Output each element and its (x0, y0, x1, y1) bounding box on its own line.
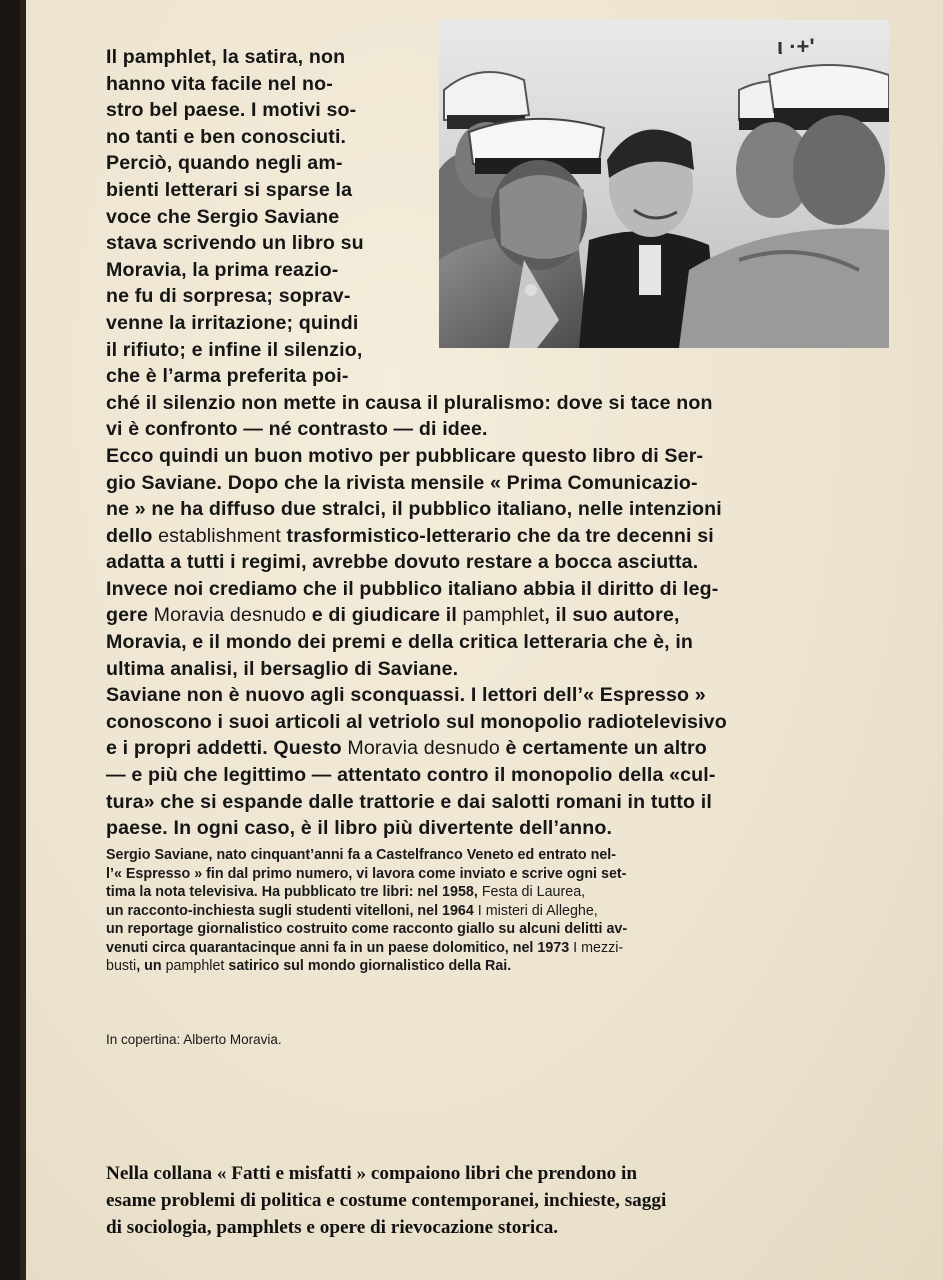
blurb-fragment: e i propri addetti. Questo (106, 737, 348, 760)
blurb-line: gio Saviane. Dopo che la rivista mensile « Prima Comunicazio- (106, 471, 698, 494)
blurb-line: ne » ne ha diffuso due stralci, il pubblico italiano, nelle intenzioni (106, 498, 722, 521)
book-title: busti (106, 958, 137, 974)
blurb-line: Moravia, e il mondo dei premi e della critica letteraria che è, in (106, 631, 694, 654)
blurb-wrapped-lines (106, 44, 436, 390)
blurb-line: Invece noi crediamo che il pubblico italiano abbia il diritto di leg- (106, 577, 719, 600)
photo-corner-marks: ι ·+' (777, 34, 815, 59)
book-title: Moravia desnudo (153, 604, 307, 627)
bio-fragment: , un (136, 958, 166, 974)
blurb-line: no tanti e ben conosciuti. (106, 125, 347, 148)
book-title: I misteri di Alleghe, (477, 902, 598, 919)
blurb-line: ne fu di sorpresa; soprav- (106, 285, 351, 308)
series-line: di sociologia, pamphlets e opere di rievocazione storica. (106, 1217, 559, 1238)
cover-credit: In copertina: Alberto Moravia. (106, 1032, 282, 1047)
blurb-line: vi è confronto — né contrasto — di idee. (106, 418, 488, 441)
blurb-line: bienti letterari si sparse la (106, 178, 353, 201)
blurb-line: ché il silenzio non mette in causa il pluralismo: dove si tace non (106, 391, 713, 414)
blurb-fragment: dello (106, 524, 159, 547)
book-title: I mezzi- (573, 939, 624, 956)
blurb-line: Ecco quindi un buon motivo per pubblicare questo libro di Ser- (106, 444, 704, 467)
blurb-line: tura» che si espande dalle trattorie e dai salotti romani in tutto il (106, 790, 712, 813)
blurb-line: stava scrivendo un libro su (106, 232, 364, 255)
blurb-fragment: trasformistico-letterario che da tre decenni si (280, 524, 714, 547)
blurb-line: voce che Sergio Saviane (106, 205, 340, 228)
series-line: Nella collana « Fatti e misfatti » compaiono libri che prendono in (106, 1163, 638, 1184)
bio-fragment: satirico sul mondo giornalistico della Rai. (224, 958, 512, 974)
blurb-line (106, 602, 841, 629)
blurb-line: conoscono i suoi articoli al vetriolo sul monopolio radiotelevisivo (106, 710, 727, 733)
blurb-line: adatta a tutti i regimi, avrebbe dovuto restare a bocca asciutta. (106, 551, 699, 574)
series-line: esame problemi di politica e costume contemporanei, inchieste, saggi (106, 1190, 667, 1211)
blurb-line: hanno vita facile nel no- (106, 72, 333, 95)
bio-line: un reportage giornalistico costruito come racconto giallo su alcuni delitti av- (106, 921, 628, 937)
blurb-fragment: è certamente un altro (499, 737, 707, 760)
blurb-line: paese. In ogni caso, è il libro più divertente dell’anno. (106, 817, 613, 840)
book-title: Moravia desnudo (347, 737, 500, 760)
blurb-line: ultima analisi, il bersaglio di Saviane. (106, 657, 459, 680)
book-back-cover (20, 0, 943, 1280)
book-title: Festa di Laurea, (481, 884, 586, 900)
blurb-line: — e più che legittimo — attentato contro il monopolio della «cul- (106, 764, 716, 787)
blurb-line: che è l’arma preferita poi- (106, 365, 349, 388)
bio-line (106, 883, 876, 902)
blurb-line: stro bel paese. I motivi so- (106, 99, 357, 122)
blurb-line: Il pamphlet, la satira, non (106, 46, 346, 68)
bio-fragment: tima la nota televisiva. Ha pubblicato tre libri: nel 1958, (106, 884, 482, 900)
blurb (106, 44, 841, 842)
blurb-line: venne la irritazione; quindi (106, 311, 359, 334)
blurb-line: Perciò, quando negli am- (106, 152, 343, 175)
bio-line: l’« Espresso » fin dal primo numero, vi lavora come inviato e scrive ogni set- (106, 865, 627, 882)
bio-fragment: venuti circa quarantacinque anni fa in un paese dolomitico, nel 1973 (106, 939, 574, 956)
author-bio (106, 846, 876, 976)
bio-line: Sergio Saviane, nato cinquant’anni fa a Castelfranco Veneto ed entrato nel- (106, 847, 617, 863)
blurb-line: il rifiuto; e infine il silenzio, (106, 338, 363, 361)
blurb-line (106, 735, 841, 762)
foreign-word: pamphlet (165, 958, 225, 974)
blurb-line: Moravia, la prima reazio- (106, 258, 339, 281)
blurb-line: Saviane non è nuovo agli sconquassi. I lettori dell’« Espresso » (106, 684, 706, 707)
blurb-line (106, 523, 841, 550)
series-note (106, 1160, 866, 1241)
foreign-word: pamphlet (462, 604, 545, 627)
blurb-fragment: , il suo autore, (544, 604, 680, 627)
bio-line (106, 939, 876, 958)
blurb-fragment: e di giudicare il (306, 604, 463, 627)
foreign-word: establishment (158, 524, 281, 547)
bio-line (106, 957, 876, 976)
bio-fragment: un racconto-inchiesta sugli studenti vitelloni, nel 1964 (106, 902, 478, 919)
blurb-fragment: gere (106, 604, 154, 627)
bio-line (106, 902, 876, 921)
